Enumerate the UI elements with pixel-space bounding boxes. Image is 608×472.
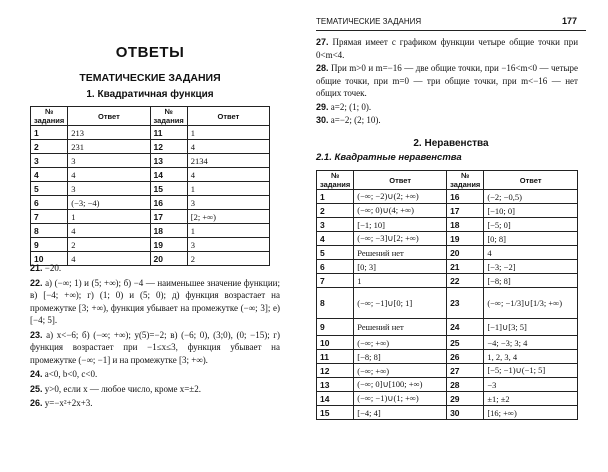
answer-cell: 3: [187, 238, 269, 252]
col-header: № задания: [150, 107, 187, 126]
col-header: № задания: [31, 107, 68, 126]
problem-text: a=−2; (2; 10).: [330, 115, 381, 125]
task-number-cell: 4: [31, 168, 68, 182]
task-number-cell: 12: [150, 140, 187, 154]
subsection-title: 1. Квадратичная функция: [86, 89, 214, 100]
answer-cell: (−∞; +∞): [354, 364, 447, 378]
problem-number: 27.: [316, 37, 329, 47]
answer-cell: [−10; 0]: [484, 204, 578, 218]
problem-text: y=−x²+2x+3.: [44, 398, 93, 408]
task-number-cell: 14: [317, 392, 354, 406]
table-row: [317, 260, 578, 274]
col-header: Ответ: [68, 107, 150, 126]
answer-cell: (−∞; +∞): [354, 336, 447, 350]
task-number-cell: 23: [447, 288, 484, 319]
answer-cell: [−8; 8]: [354, 350, 447, 364]
task-number-cell: 30: [447, 406, 484, 420]
answer-cell: 2134: [187, 154, 269, 168]
problem-text: −20.: [44, 263, 62, 273]
problem-text: Прямая имеет с графиком функции четыре общие точки при 0<m<4.: [316, 37, 579, 60]
table-header-row: [31, 107, 270, 126]
task-number-cell: 9: [317, 319, 354, 336]
answer-cell: −3: [484, 378, 578, 392]
table-row: [317, 246, 578, 260]
right-page: [306, 0, 608, 472]
answer-cell: [16; +∞): [484, 406, 578, 420]
problem-answer: [30, 397, 280, 410]
task-number-cell: 18: [447, 218, 484, 232]
running-header: ТЕМАТИЧЕСКИЕ ЗАДАНИЯ: [316, 17, 422, 26]
task-number-cell: 3: [317, 218, 354, 232]
task-number-cell: 3: [31, 154, 68, 168]
answer-cell: [−8; 8]: [484, 274, 578, 288]
answer-cell: 1: [187, 224, 269, 238]
col-header: № задания: [447, 171, 484, 190]
left-page: [0, 0, 300, 472]
problem-number: 25.: [30, 383, 43, 394]
problem-answer: [316, 62, 578, 100]
answer-cell: −4; −3; 3; 4: [484, 336, 578, 350]
answer-cell: [2; +∞): [187, 210, 269, 224]
answer-cell: 1: [68, 210, 150, 224]
task-number-cell: 4: [317, 232, 354, 246]
answer-cell: (−∞; −1/3]∪[1/3; +∞): [484, 288, 578, 319]
col-header: Ответ: [354, 171, 447, 190]
problem-answer: [316, 114, 578, 127]
table-header-row: [317, 171, 578, 190]
task-number-cell: 10: [317, 336, 354, 350]
task-number-cell: 1: [317, 190, 354, 204]
page-number: 177: [562, 16, 578, 26]
answer-cell: 213: [68, 126, 150, 140]
problem-number: 23.: [30, 329, 43, 340]
table-row: [31, 196, 270, 210]
task-number-cell: 17: [447, 204, 484, 218]
table-row: [31, 224, 270, 238]
answer-cell: (−3; −4): [68, 196, 150, 210]
problem-number: 29.: [316, 101, 329, 112]
page-title: ОТВЕТЫ: [115, 44, 185, 61]
task-number-cell: 10: [31, 252, 68, 266]
section-title: 2. Неравенства: [413, 138, 489, 149]
col-header: № задания: [317, 171, 354, 190]
table-row: [317, 350, 578, 364]
answer-cell: [0; 3]: [354, 260, 447, 274]
answer-cell: [−1; 10]: [354, 218, 447, 232]
problem-number: 22.: [30, 277, 43, 288]
task-number-cell: 27: [447, 364, 484, 378]
problem-text: При m>0 и m=−16 — две общие точки, при −16<m<0 — четыре общие точки, при m=0 — три общие точки, при m<−16 — нет общих точек.: [316, 63, 578, 98]
task-number-cell: 5: [31, 182, 68, 196]
table-row: [317, 274, 578, 288]
task-number-cell: 6: [317, 260, 354, 274]
table-row: [317, 336, 578, 350]
answers-table-inequalities: [316, 170, 578, 420]
header-rule: [316, 30, 586, 31]
task-number-cell: 12: [317, 364, 354, 378]
task-number-cell: 7: [317, 274, 354, 288]
table-row: [31, 154, 270, 168]
answer-cell: ±1; ±2: [484, 392, 578, 406]
problem-list: [30, 262, 280, 412]
answer-cell: 3: [68, 154, 150, 168]
task-number-cell: 17: [150, 210, 187, 224]
answer-cell: 4: [187, 168, 269, 182]
answer-cell: [−5; 0]: [484, 218, 578, 232]
table-row: [31, 182, 270, 196]
task-number-cell: 22: [447, 274, 484, 288]
table-row: [317, 232, 578, 246]
table-row: [317, 218, 578, 232]
answer-cell: 1: [354, 274, 447, 288]
problem-number: 28.: [316, 63, 329, 73]
answer-cell: Решений нет: [354, 246, 447, 260]
task-number-cell: 20: [447, 246, 484, 260]
table-row: [317, 406, 578, 420]
problem-number: 24.: [30, 369, 43, 379]
answers-table-quadratic: [30, 106, 270, 266]
answer-cell: Решений нет: [354, 319, 447, 336]
task-number-cell: 19: [447, 232, 484, 246]
problem-text: a<0, b<0, c<0.: [44, 369, 98, 379]
answer-cell: [−5; −1)∪(−1; 5]: [484, 364, 578, 378]
table-row: [317, 378, 578, 392]
task-number-cell: 14: [150, 168, 187, 182]
problem-answer: [316, 36, 578, 61]
task-number-cell: 11: [317, 350, 354, 364]
table-row: [317, 364, 578, 378]
answer-cell: 2: [187, 252, 269, 266]
problem-answer: [30, 277, 280, 327]
task-number-cell: 21: [447, 260, 484, 274]
answer-cell: [0; 8]: [484, 232, 578, 246]
answer-cell: 2: [68, 238, 150, 252]
problem-text: а) (−∞; 1) и (5; +∞); б) −4 — наименьшее значение функции; в) [−4; +∞); г) (1; 0) и (5; 0); д) функция возрастает на промежутке [3; +∞), функция убывает на промежутке (−∞; 3]; е) [−4; 5].: [30, 277, 280, 325]
answer-cell: 1: [187, 182, 269, 196]
problem-answer: [30, 368, 280, 381]
answer-cell: 4: [187, 140, 269, 154]
problem-number: 21.: [30, 263, 43, 273]
answer-cell: (−∞; −1]∪[0; 1]: [354, 288, 447, 319]
task-number-cell: 5: [317, 246, 354, 260]
answer-cell: 4: [68, 252, 150, 266]
task-number-cell: 29: [447, 392, 484, 406]
table-row: [31, 126, 270, 140]
section-title: ТЕМАТИЧЕСКИЕ ЗАДАНИЯ: [79, 72, 221, 84]
answer-cell: 4: [68, 224, 150, 238]
problem-text: y>0, если x — любое число, кроме x=±2.: [44, 383, 201, 394]
task-number-cell: 15: [150, 182, 187, 196]
task-number-cell: 8: [317, 288, 354, 319]
task-number-cell: 15: [317, 406, 354, 420]
task-number-cell: 8: [31, 224, 68, 238]
task-number-cell: 16: [150, 196, 187, 210]
task-number-cell: 7: [31, 210, 68, 224]
table-row: [31, 168, 270, 182]
table-row: [31, 140, 270, 154]
table-row: [31, 210, 270, 224]
task-number-cell: 6: [31, 196, 68, 210]
problem-list: [316, 36, 578, 128]
task-number-cell: 28: [447, 378, 484, 392]
problem-answer: [30, 383, 280, 396]
answer-cell: (−2; −0,5): [484, 190, 578, 204]
answer-cell: 3: [68, 182, 150, 196]
answer-cell: 4: [68, 168, 150, 182]
answer-cell: (−∞; 0]∪[100; +∞): [354, 378, 447, 392]
answer-cell: 4: [484, 246, 578, 260]
problem-answer: [30, 262, 280, 275]
task-number-cell: 11: [150, 126, 187, 140]
col-header: Ответ: [187, 107, 269, 126]
task-number-cell: 13: [150, 154, 187, 168]
task-number-cell: 18: [150, 224, 187, 238]
task-number-cell: 13: [317, 378, 354, 392]
answer-cell: 1, 2, 3, 4: [484, 350, 578, 364]
task-number-cell: 19: [150, 238, 187, 252]
task-number-cell: 25: [447, 336, 484, 350]
problem-answer: [30, 329, 280, 367]
table-row: [317, 392, 578, 406]
answer-cell: (−∞; −3]∪[2; +∞): [354, 232, 447, 246]
table-row: [31, 238, 270, 252]
table-row: [317, 288, 578, 319]
answer-cell: [−1]∪[3; 5]: [484, 319, 578, 336]
task-number-cell: 1: [31, 126, 68, 140]
answer-cell: (−∞; −2)∪(2; +∞): [354, 190, 447, 204]
problem-number: 30.: [316, 115, 329, 125]
task-number-cell: 26: [447, 350, 484, 364]
table-row: [317, 319, 578, 336]
table-row: [317, 204, 578, 218]
task-number-cell: 20: [150, 252, 187, 266]
answer-cell: (−∞; −1)∪(1; +∞): [354, 392, 447, 406]
answer-cell: 231: [68, 140, 150, 154]
task-number-cell: 16: [447, 190, 484, 204]
answer-cell: 3: [187, 196, 269, 210]
answer-cell: [−4; 4]: [354, 406, 447, 420]
col-header: Ответ: [484, 171, 578, 190]
problem-text: а) x<−6; б) (−∞; +∞); y(5)=−2; в) (−6; 0), (3;0), (0; −15); г) функция возрастает при −1≤x≤3, функция убывает на промежутке (−∞; −1] и на промежутке [3; +∞).: [30, 329, 280, 365]
answer-cell: [−3; −2]: [484, 260, 578, 274]
problem-number: 26.: [30, 398, 43, 408]
problem-text: a=2; (1; 0).: [330, 101, 372, 112]
problem-answer: [316, 101, 578, 114]
answer-cell: 1: [187, 126, 269, 140]
task-number-cell: 9: [31, 238, 68, 252]
subsection-title: 2.1. Квадратные неравенства: [316, 152, 462, 163]
task-number-cell: 24: [447, 319, 484, 336]
task-number-cell: 2: [317, 204, 354, 218]
task-number-cell: 2: [31, 140, 68, 154]
table-row: [317, 190, 578, 204]
answer-cell: (−∞; 0)∪(4; +∞): [354, 204, 447, 218]
